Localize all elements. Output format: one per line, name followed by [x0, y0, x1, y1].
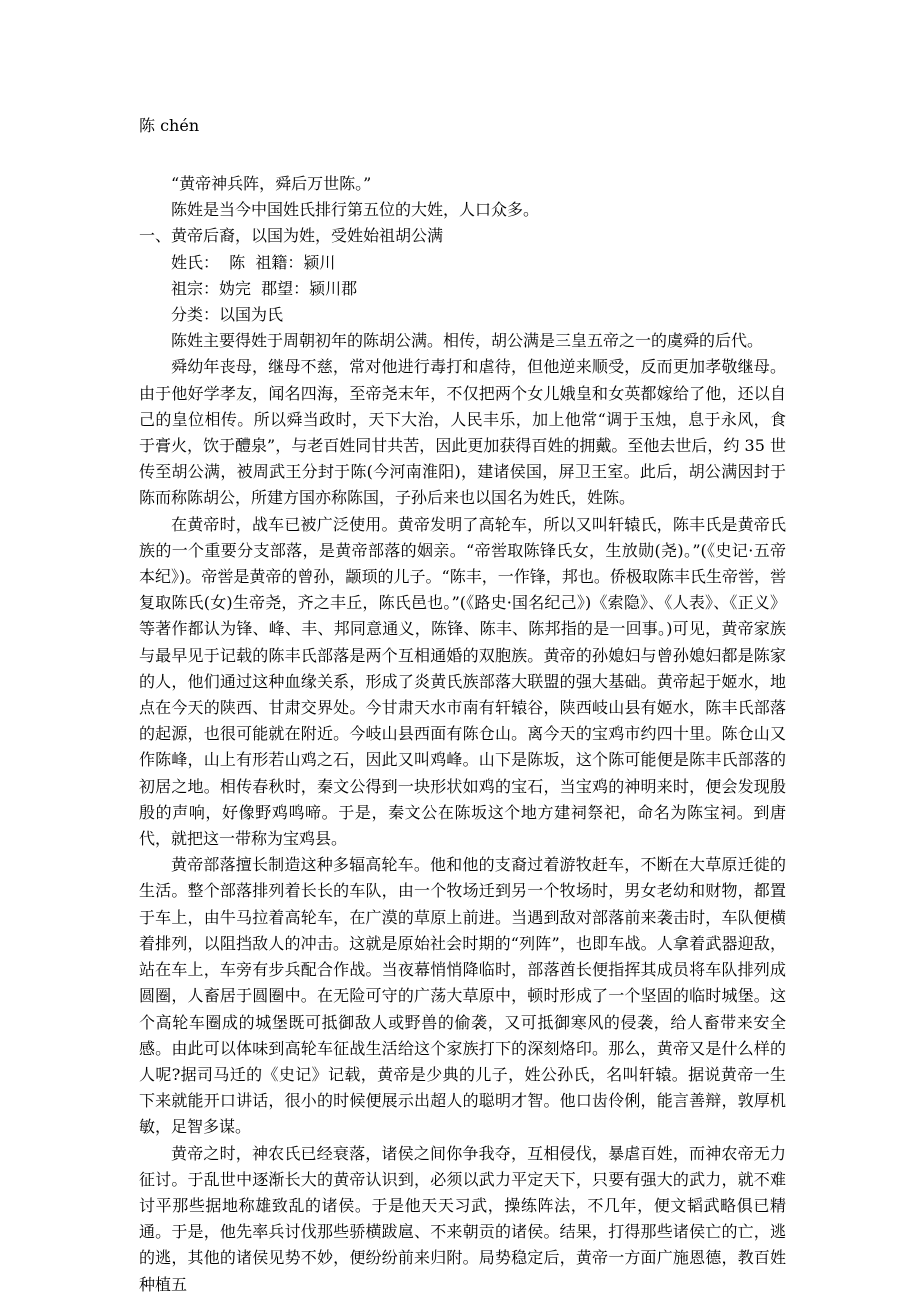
paragraph-tribe-life: 黄帝部落擅长制造这种多辐高轮车。他和他的支裔过着游牧赶车，不断在大草原迁徙的生活。整个部落排列着长长的车队，由一个牧场迁到另一个牧场时，男女老幼和财物，都置于车上，由牛马拉着高轮车，在广漠的草原上前进。当遇到敌对部落前来袭击时，车队便横着排列，以阻挡敌人的冲击。这就是原始社会时期的“列阵”，也即车战。人拿着武器迎敌，站在车上，车旁有步兵配合作战。当夜幕悄悄降临时，部落酋长便指挥其成员将车队排列成圆圈，人畜居于圆圈中。在无险可守的广荡大草原中，顿时形成了一个坚固的临时城堡。这个高轮车圈成的城堡既可抵御敌人或野兽的偷袭，又可抵御寒风的侵袭，给人畜带来安全感。由此可以体味到高轮车征战生活给这个家族打下的深刻烙印。那么，黄帝又是什么样的人呢?据司马迁的《史记》记载，黄帝是少典的儿子，姓公孙氏，名叫轩辕。据说黄帝一生下来就能开口讲话，很小的时候便展示出超人的聪明才智。他口齿伶俐，能言善辩，敦厚机敏，足智多谋。 [139, 855, 786, 1137]
paragraph-huangdi-chariot: 在黄帝时，战车已被广泛使用。黄帝发明了高轮车，所以又叫轩辕氏，陈丰氏是黄帝氏族的一个重要分支部落，是黄帝部落的姻亲。“帝喾取陈锋氏女，生放勋(尧)。”(《史记·五帝本纪》)。帝喾是黄帝的曾孙，颛顼的儿子。“陈丰，一作锋，邦也。侨极取陈丰氏生帝喾，喾复取陈氏(女)生帝尧，齐之丰丘，陈氏邑也。”(《路史·国名纪己》)《索隐》、《人表》、《正义》等著作都认为锋、峰、丰、邦同意通义，陈锋、陈丰、陈邦指的是一回事。)可见，黄帝家族与最早见于记载的陈丰氏部落是两个互相通婚的双胞族。黄帝的孙媳妇与曾孙媳妇都是陈家的人，他们通过这种血缘关系，形成了炎黄氏族部落大联盟的强大基础。黄帝起于姬水，地点在今天的陕西、甘肃交界处。今甘肃天水市南有轩辕谷，陕西岐山县有姬水，陈丰氏部落的起源，也很可能就在附近。今岐山县西面有陈仓山。离今天的宝鸡市约四十里。陈仓山又作陈峰，山上有形若山鸡之石，因此又叫鸡峰。山下是陈坂，这个陈可能便是陈丰氏部落的初居之地。相传春秋时，秦文公得到一块形状如鸡的宝石，当宝鸡的神明来时，便会发现殷殷的声响，好像野鸡鸣啼。于是，秦文公在陈坂这个地方建祠祭祀，命名为陈宝祠。到唐代，就把这一带称为宝鸡县。 [139, 514, 786, 849]
paragraph-huangdi-era: 黄帝之时，神农氏已经衰落，诸侯之间你争我夺，互相侵伐，暴虐百姓，而神农帝无力征讨。于乱世中逐渐长大的黄帝认识到，必须以武力平定天下，只要有强大的武力，就不难讨平那些据地称雄致乱的诸侯。于是他天天习武，操练阵法，不几年，便文韬武略俱已精通。于是，他先率兵讨伐那些骄横跋扈、不来朝贡的诸侯。结果，打得那些诸侯亡的亡，逃的逃，其他的诸侯见势不妙，便纷纷前来归附。局势稳定后，黄帝一方面广施恩德，教百姓种植五 [139, 1143, 786, 1294]
paragraph-intro: 陈姓是当今中国姓氏排行第五位的大姓，人口众多。 [171, 200, 540, 220]
info-line-ancestor: 祖宗：妫完 郡望：颍川郡 [171, 278, 358, 298]
paragraph-shun: 舜幼年丧母，继母不慈，常对他进行毒打和虐待，但他逆来顺受，反而更加孝敬继母。由于他好学孝友，闻名四海，至帝尧末年，不仅把两个女儿娥皇和女英都嫁给了他，还以自己的皇位相传。所以舜当政时，天下大治，人民丰乐，加上他常“调于玉烛，息于永风，食于膏火，饮于醴泉”，与老百姓同甘共苦，因此更加获得百姓的拥戴。至他去世后，约 35 世传至胡公满，被周武王分封于陈(今河南淮阳)，建诸侯国，屏卫王室。此后，胡公满因封于陈而称陈胡公，所建方国亦称陈国，子孙后来也以国名为姓氏，姓陈。 [139, 357, 786, 508]
paragraph-epigraph: “黄帝神兵阵，舜后万世陈。” [171, 174, 372, 193]
section-heading: 一、黄帝后裔，以国为姓，受姓始祖胡公满 [139, 226, 444, 246]
paragraph-origin: 陈姓主要得姓于周朝初年的陈胡公满。相传，胡公满是三皇五帝之一的虞舜的后代。 [171, 331, 764, 351]
info-line-surname: 姓氏： 陈 祖籍：颍川 [171, 252, 336, 272]
document-title: 陈 chén [139, 116, 200, 135]
document-body [139, 171, 786, 1298]
info-line-category: 分类：以国为氏 [171, 305, 284, 325]
